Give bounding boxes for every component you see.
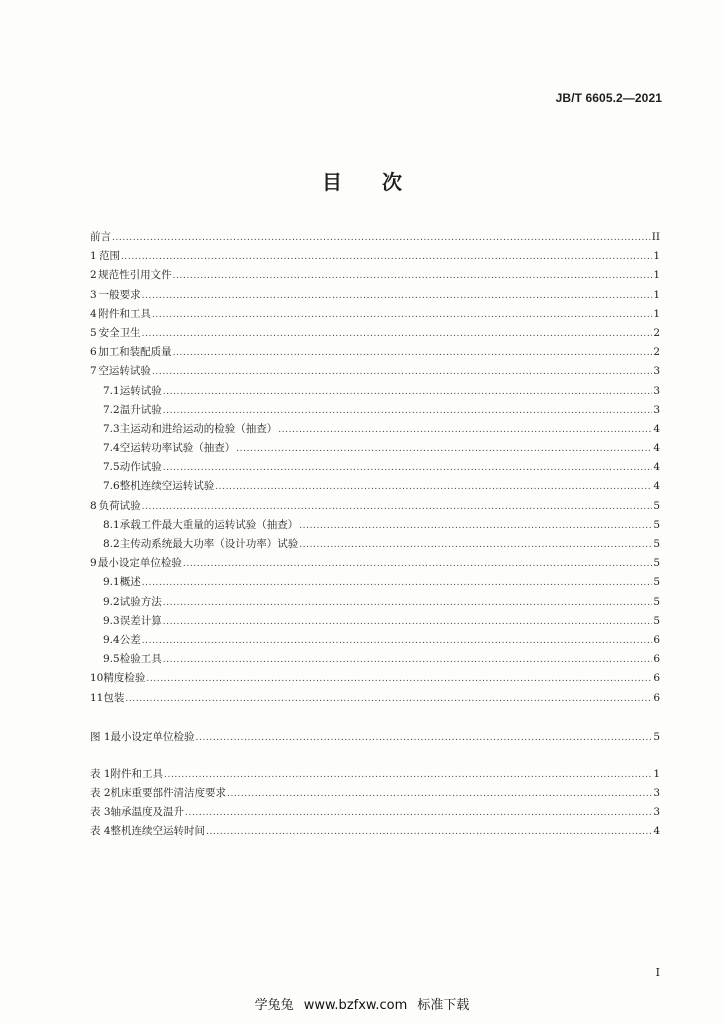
toc-entry-page: 5 xyxy=(653,518,660,531)
toc-leader-dots xyxy=(163,651,653,670)
page-number: I xyxy=(655,966,660,979)
toc-entry xyxy=(90,497,660,516)
toc-entry xyxy=(90,631,660,650)
toc-entry-number: 2 xyxy=(90,269,97,282)
footer-watermark: 学兔兔 www.bzfxw.com 标准下载 xyxy=(254,998,470,1013)
toc-entry xyxy=(90,650,660,669)
toc-leader-dots xyxy=(196,729,653,748)
toc-leader-dots xyxy=(164,766,652,785)
toc-entry xyxy=(90,324,660,343)
toc-entry-number: 7.4 xyxy=(103,442,120,455)
toc-entry-title: 空运转试验 xyxy=(98,365,151,378)
toc-entry-title: 精度检验 xyxy=(103,672,146,685)
toc-leader-dots xyxy=(215,478,652,497)
toc-leader-dots xyxy=(299,536,652,555)
toc-entry xyxy=(90,382,660,401)
toc-leader-dots xyxy=(163,383,653,402)
toc-entry-number: 9.1 xyxy=(103,576,120,589)
toc-entry-title: 加工和装配质量 xyxy=(98,346,172,359)
title-char-2: 次 xyxy=(382,170,402,194)
toc-entry-title: 运转试验 xyxy=(119,384,162,397)
toc-entry-title: 负荷试验 xyxy=(98,499,141,512)
toc-leader-dots xyxy=(299,517,652,536)
toc-entry-title: 规范性引用文件 xyxy=(98,269,172,282)
toc-entry-number: 9.5 xyxy=(103,653,120,666)
toc-entry xyxy=(90,343,660,362)
toc-entry-page: II xyxy=(651,231,660,243)
table-of-contents xyxy=(90,228,660,842)
toc-entry-title: 附件和工具 xyxy=(98,307,151,320)
toc-entry-title: 概述 xyxy=(119,576,141,589)
toc-leader-dots xyxy=(173,267,653,286)
toc-entry-title: 整机连续空运转时间 xyxy=(110,825,206,838)
toc-entry-number: 3 xyxy=(90,288,97,301)
toc-leader-dots xyxy=(146,670,652,689)
toc-leader-dots xyxy=(163,459,653,478)
toc-leader-dots xyxy=(152,363,652,382)
toc-entry xyxy=(90,535,660,554)
toc-entry-page: 1 xyxy=(653,767,660,780)
toc-entry-number: 8.1 xyxy=(103,518,120,531)
toc-entry-title: 承载工件最大重量的运转试验（抽查） xyxy=(119,518,299,531)
toc-entry-page: 3 xyxy=(653,787,660,800)
toc-entry xyxy=(90,420,660,439)
toc-entry-page: 4 xyxy=(653,825,660,838)
toc-entry xyxy=(90,822,660,841)
toc-entry-number: 图 1 xyxy=(90,730,111,743)
toc-entry-number: 7 xyxy=(90,365,97,378)
toc-entry-title: 误差计算 xyxy=(119,614,162,627)
toc-entry-page: 5 xyxy=(653,614,660,627)
toc-leader-dots xyxy=(152,306,652,325)
toc-entry-page: 1 xyxy=(653,288,660,301)
toc-entry-page: 1 xyxy=(653,269,660,282)
toc-entry xyxy=(90,612,660,631)
toc-entry xyxy=(90,362,660,381)
toc-entry xyxy=(90,573,660,592)
toc-entry-title: 公差 xyxy=(119,633,141,646)
toc-entry-title: 前言 xyxy=(90,231,111,243)
toc-entry xyxy=(90,477,660,496)
toc-entry-page: 1 xyxy=(653,307,660,320)
toc-leader-dots xyxy=(142,632,653,651)
toc-entry xyxy=(90,669,660,688)
toc-entry-title: 主运动和进给运动的检验（抽查） xyxy=(119,422,278,435)
toc-entry-number: 7.1 xyxy=(103,384,120,397)
toc-entry xyxy=(90,439,660,458)
toc-entry-page: 4 xyxy=(653,461,660,474)
toc-entry-page: 3 xyxy=(653,384,660,397)
toc-leader-dots xyxy=(142,325,653,344)
toc-figure-list xyxy=(90,728,660,747)
toc-entry-title: 试验方法 xyxy=(119,595,162,608)
toc-entry-title: 安全卫生 xyxy=(98,326,141,339)
toc-entry-page: 4 xyxy=(653,442,660,455)
toc-entry-number: 5 xyxy=(90,326,97,339)
toc-entry xyxy=(90,803,660,822)
toc-entry-title: 整机连续空运转试验 xyxy=(119,480,215,493)
toc-entry xyxy=(90,228,660,247)
toc-entry-number: 9.2 xyxy=(103,595,120,608)
toc-leader-dots xyxy=(142,498,653,517)
page-title xyxy=(0,166,724,195)
toc-entry-number: 11 xyxy=(90,691,104,704)
toc-entry-page: 3 xyxy=(653,806,660,819)
title-char-1: 目 xyxy=(322,170,342,194)
toc-entry-page: 6 xyxy=(653,672,660,685)
toc-entry-title: 包装 xyxy=(103,691,125,704)
toc-entry-page: 4 xyxy=(653,422,660,435)
toc-entry xyxy=(90,516,660,535)
toc-entry-number: 9.4 xyxy=(103,633,120,646)
toc-entry-page: 6 xyxy=(653,691,660,704)
toc-leader-dots xyxy=(206,823,652,842)
toc-entry-number: 9 xyxy=(90,557,97,570)
toc-entry-title: 主传动系统最大功率（设计功率）试验 xyxy=(119,538,299,550)
toc-main-list xyxy=(90,228,660,708)
toc-entry-number: 7.5 xyxy=(103,461,120,474)
toc-entry-page: 2 xyxy=(653,326,660,339)
toc-entry-number: 8 xyxy=(90,499,97,512)
toc-entry xyxy=(90,286,660,305)
toc-leader-dots xyxy=(236,440,652,459)
toc-entry-number: 表 4 xyxy=(90,825,111,838)
toc-entry-page: 5 xyxy=(653,557,660,570)
toc-entry-number: 表 2 xyxy=(90,787,111,800)
toc-entry xyxy=(90,266,660,285)
toc-leader-dots xyxy=(183,555,652,574)
toc-entry-number: 7.3 xyxy=(103,422,120,435)
toc-entry-number: 表 1 xyxy=(90,767,111,780)
toc-leader-dots xyxy=(163,613,653,632)
toc-entry-title: 最小设定单位检验 xyxy=(97,557,182,570)
toc-entry-page: 5 xyxy=(653,538,660,550)
toc-leader-dots xyxy=(142,574,653,593)
toc-table-list xyxy=(90,765,660,842)
toc-leader-dots xyxy=(163,402,653,421)
toc-entry-page: 3 xyxy=(653,403,660,416)
toc-entry-page: 6 xyxy=(653,653,660,666)
toc-entry-page: 3 xyxy=(653,365,660,378)
toc-entry xyxy=(90,728,660,747)
toc-entry-page: 6 xyxy=(653,633,660,646)
toc-entry-number: 10 xyxy=(90,672,104,685)
toc-entry xyxy=(90,247,660,266)
toc-entry-number: 4 xyxy=(90,307,97,320)
toc-entry-title: 范围 xyxy=(98,250,120,263)
toc-leader-dots xyxy=(163,594,653,613)
toc-entry-number: 6 xyxy=(90,346,97,359)
toc-entry-page: 4 xyxy=(653,480,660,493)
toc-entry-page: 5 xyxy=(653,730,660,743)
toc-entry-title: 一般要求 xyxy=(98,288,141,301)
toc-entry xyxy=(90,305,660,324)
toc-leader-dots xyxy=(125,690,652,709)
toc-entry-number: 9.3 xyxy=(103,614,120,627)
toc-leader-dots xyxy=(121,248,652,267)
toc-entry-page: 5 xyxy=(653,595,660,608)
toc-entry xyxy=(90,458,660,477)
toc-entry xyxy=(90,554,660,573)
toc-entry-number: 表 3 xyxy=(90,806,111,819)
toc-entry-page: 5 xyxy=(653,499,660,512)
toc-entry-title: 动作试验 xyxy=(119,461,162,474)
toc-entry xyxy=(90,401,660,420)
toc-leader-dots xyxy=(278,421,652,440)
toc-entry-number: 7.2 xyxy=(103,403,120,416)
toc-entry-title: 附件和工具 xyxy=(110,767,164,780)
toc-leader-dots xyxy=(185,804,652,823)
toc-entry-title: 温升试验 xyxy=(119,403,162,416)
toc-entry-title: 机床重要部件清洁度要求 xyxy=(110,787,227,800)
toc-entry xyxy=(90,765,660,784)
toc-leader-dots xyxy=(142,287,653,306)
toc-entry xyxy=(90,689,660,708)
toc-entry xyxy=(90,784,660,803)
toc-leader-dots xyxy=(227,785,652,804)
toc-entry xyxy=(90,593,660,612)
toc-entry-title: 检验工具 xyxy=(119,653,162,666)
toc-entry-page: 2 xyxy=(653,346,660,359)
toc-leader-dots xyxy=(173,344,653,363)
toc-entry-title: 空运转功率试验（抽查） xyxy=(119,442,236,455)
toc-entry-title: 最小设定单位检验 xyxy=(110,730,195,743)
toc-entry-page: 5 xyxy=(653,576,660,589)
toc-leader-dots xyxy=(112,229,651,248)
toc-entry-number: 8.2 xyxy=(103,538,120,550)
toc-entry-number: 7.6 xyxy=(103,480,120,493)
standard-code: JB/T 6605.2—2021 xyxy=(555,91,662,105)
toc-entry-page: 1 xyxy=(653,250,660,263)
toc-entry-title: 轴承温度及温升 xyxy=(110,806,185,819)
toc-entry-number: 1 xyxy=(90,250,97,263)
